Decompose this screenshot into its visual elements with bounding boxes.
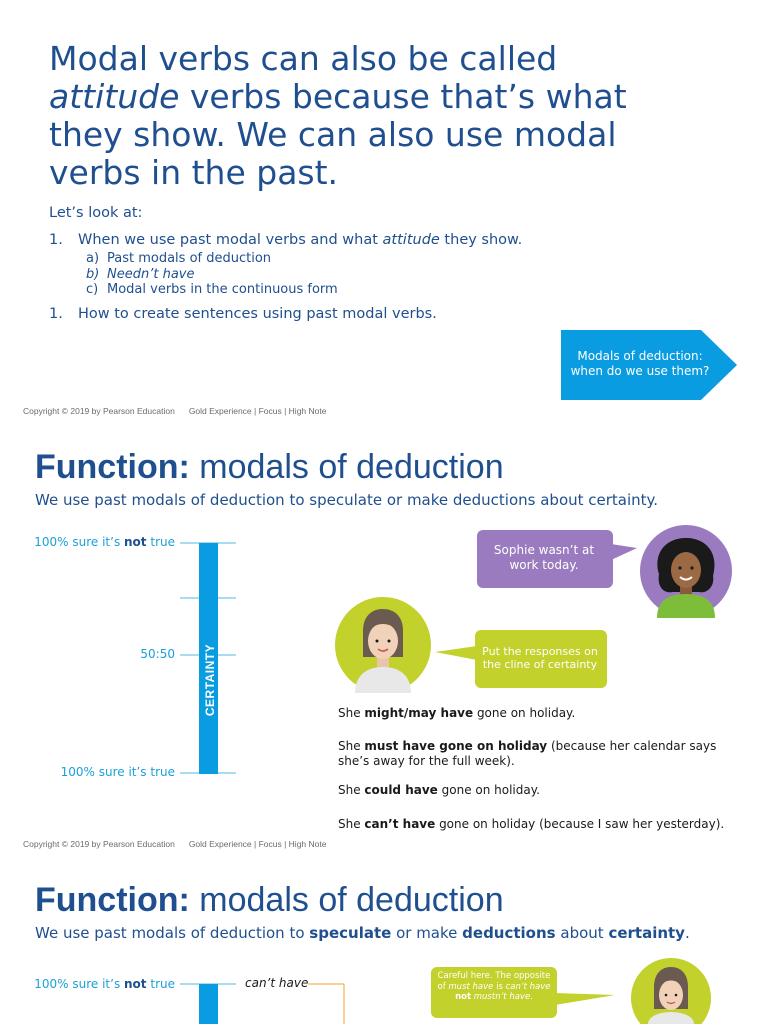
list-text-end: they show. bbox=[439, 232, 523, 248]
label-text: 100% sure it’s bbox=[34, 977, 125, 991]
sub-letter: c) bbox=[86, 282, 99, 297]
sub-letter: b) bbox=[86, 266, 100, 282]
series-text: Gold Experience | Focus | High Note bbox=[188, 839, 327, 849]
list-number: 1. bbox=[49, 306, 63, 322]
heading-text-rest: verbs because that’s what they show. We can also use modal verbs in the past. bbox=[49, 77, 627, 192]
series-text: Gold Experience | Focus | High Note bbox=[188, 406, 327, 416]
list-item bbox=[49, 232, 522, 248]
avatar-sophie-colleague bbox=[639, 524, 733, 618]
list-italic: attitude bbox=[382, 232, 440, 248]
bubble-bold: not bbox=[455, 992, 472, 1002]
sub-letter: a) bbox=[86, 251, 100, 266]
heading-text: Modal verbs can also be called bbox=[49, 39, 558, 78]
title-bold: Function: bbox=[35, 448, 190, 486]
sentence-text-end: gone on holiday (because I saw her yesterday). bbox=[435, 817, 725, 831]
sublist-item bbox=[86, 251, 338, 267]
list-number: 1. bbox=[49, 232, 63, 248]
sentence-text: She bbox=[338, 783, 365, 797]
subtitle-text: . bbox=[684, 924, 690, 942]
next-arrow-label[interactable] bbox=[561, 349, 719, 379]
arrow-line-2: when do we use them? bbox=[570, 364, 710, 378]
deduction-sentence[interactable] bbox=[338, 817, 738, 832]
bubble-italic: mustn’t have bbox=[473, 992, 531, 1002]
instruction-bubble: Put the responses on the cline of certainty bbox=[482, 645, 598, 671]
avatar-woman bbox=[630, 957, 712, 1024]
sentence-modal: might/may have bbox=[364, 706, 474, 720]
cline-middle-label: 50:50 bbox=[140, 647, 175, 661]
sentence-text: She bbox=[338, 817, 365, 831]
label-text-end: true bbox=[146, 977, 175, 991]
intro-text: Let’s look at: bbox=[49, 205, 143, 221]
deduction-sentence[interactable] bbox=[338, 783, 738, 798]
label-text-end: true bbox=[146, 535, 175, 549]
subtitle-text: or make bbox=[391, 924, 463, 942]
label-text: 100% sure it’s bbox=[34, 535, 125, 549]
list-text: How to create sentences using past modal verbs. bbox=[78, 306, 437, 322]
arrow-line-1: Modals of deduction: bbox=[577, 349, 703, 363]
heading-italic: attitude bbox=[49, 77, 180, 116]
bubble-italic: can’t have bbox=[505, 981, 551, 992]
sentence-text-end: (because her calendar says she’s away for the full week). bbox=[338, 739, 717, 768]
slide1-heading bbox=[49, 40, 689, 192]
sub-text: Needn’t have bbox=[107, 266, 195, 282]
subtitle-bold: certainty bbox=[608, 924, 685, 942]
copyright-footer bbox=[23, 406, 326, 416]
axis-label-text: CERTAINTY bbox=[203, 643, 217, 717]
title-bold: Function: bbox=[35, 881, 190, 919]
certainty-axis-label bbox=[196, 640, 224, 720]
sentence-modal: could have bbox=[364, 783, 438, 797]
deduction-sentence[interactable] bbox=[338, 739, 738, 769]
sublist-item bbox=[86, 282, 338, 298]
subtitle-bold: speculate bbox=[309, 924, 392, 942]
sentence-text: She bbox=[338, 706, 365, 720]
sentence-modal: can’t have bbox=[364, 817, 436, 831]
cant-have-label: can’t have bbox=[245, 976, 309, 990]
bubble-text: Careful here. The opposite of bbox=[437, 971, 551, 992]
slide3-subtitle bbox=[35, 924, 690, 942]
list-item bbox=[49, 306, 437, 322]
bubble-text: is bbox=[493, 981, 506, 992]
sublist bbox=[86, 251, 338, 298]
cline-top-label bbox=[20, 977, 175, 991]
title-rest: modals of deduction bbox=[189, 881, 504, 919]
subtitle-bold: deductions bbox=[462, 924, 556, 942]
label-bold: not bbox=[124, 535, 147, 549]
slide3-title bbox=[35, 881, 504, 920]
sub-text: Modal verbs in the continuous form bbox=[107, 282, 338, 297]
bubble-italic: must have bbox=[448, 981, 494, 992]
subtitle-text: We use past modals of deduction to bbox=[35, 924, 310, 942]
careful-bubble bbox=[436, 971, 552, 1003]
copyright-footer bbox=[23, 839, 326, 849]
sentence-modal: must have gone on holiday bbox=[364, 739, 548, 753]
sub-text: Past modals of deduction bbox=[107, 251, 272, 266]
cline-top-label bbox=[20, 535, 175, 549]
list-text: When we use past modal verbs and what bbox=[78, 232, 383, 248]
label-bold: not bbox=[124, 977, 147, 991]
slide2-subtitle: We use past modals of deduction to speculate or make deductions about certainty. bbox=[35, 491, 659, 509]
subtitle-text: about bbox=[555, 924, 609, 942]
sentence-text-end: gone on holiday. bbox=[437, 783, 540, 797]
sentence-text-end: gone on holiday. bbox=[473, 706, 576, 720]
sentence-text: She bbox=[338, 739, 365, 753]
copyright-text: Copyright © 2019 by Pearson Education bbox=[23, 839, 175, 849]
cline-bottom-label: 100% sure it’s true bbox=[60, 765, 175, 779]
sublist-item bbox=[86, 267, 338, 283]
title-rest: modals of deduction bbox=[189, 448, 504, 486]
copyright-text: Copyright © 2019 by Pearson Education bbox=[23, 406, 175, 416]
avatar-woman bbox=[333, 597, 433, 693]
bubble-text: . bbox=[530, 992, 533, 1002]
slide2-title bbox=[35, 448, 504, 487]
speech-bubble: Sophie wasn’t at work today. bbox=[493, 543, 595, 572]
deduction-sentence[interactable] bbox=[338, 706, 738, 721]
